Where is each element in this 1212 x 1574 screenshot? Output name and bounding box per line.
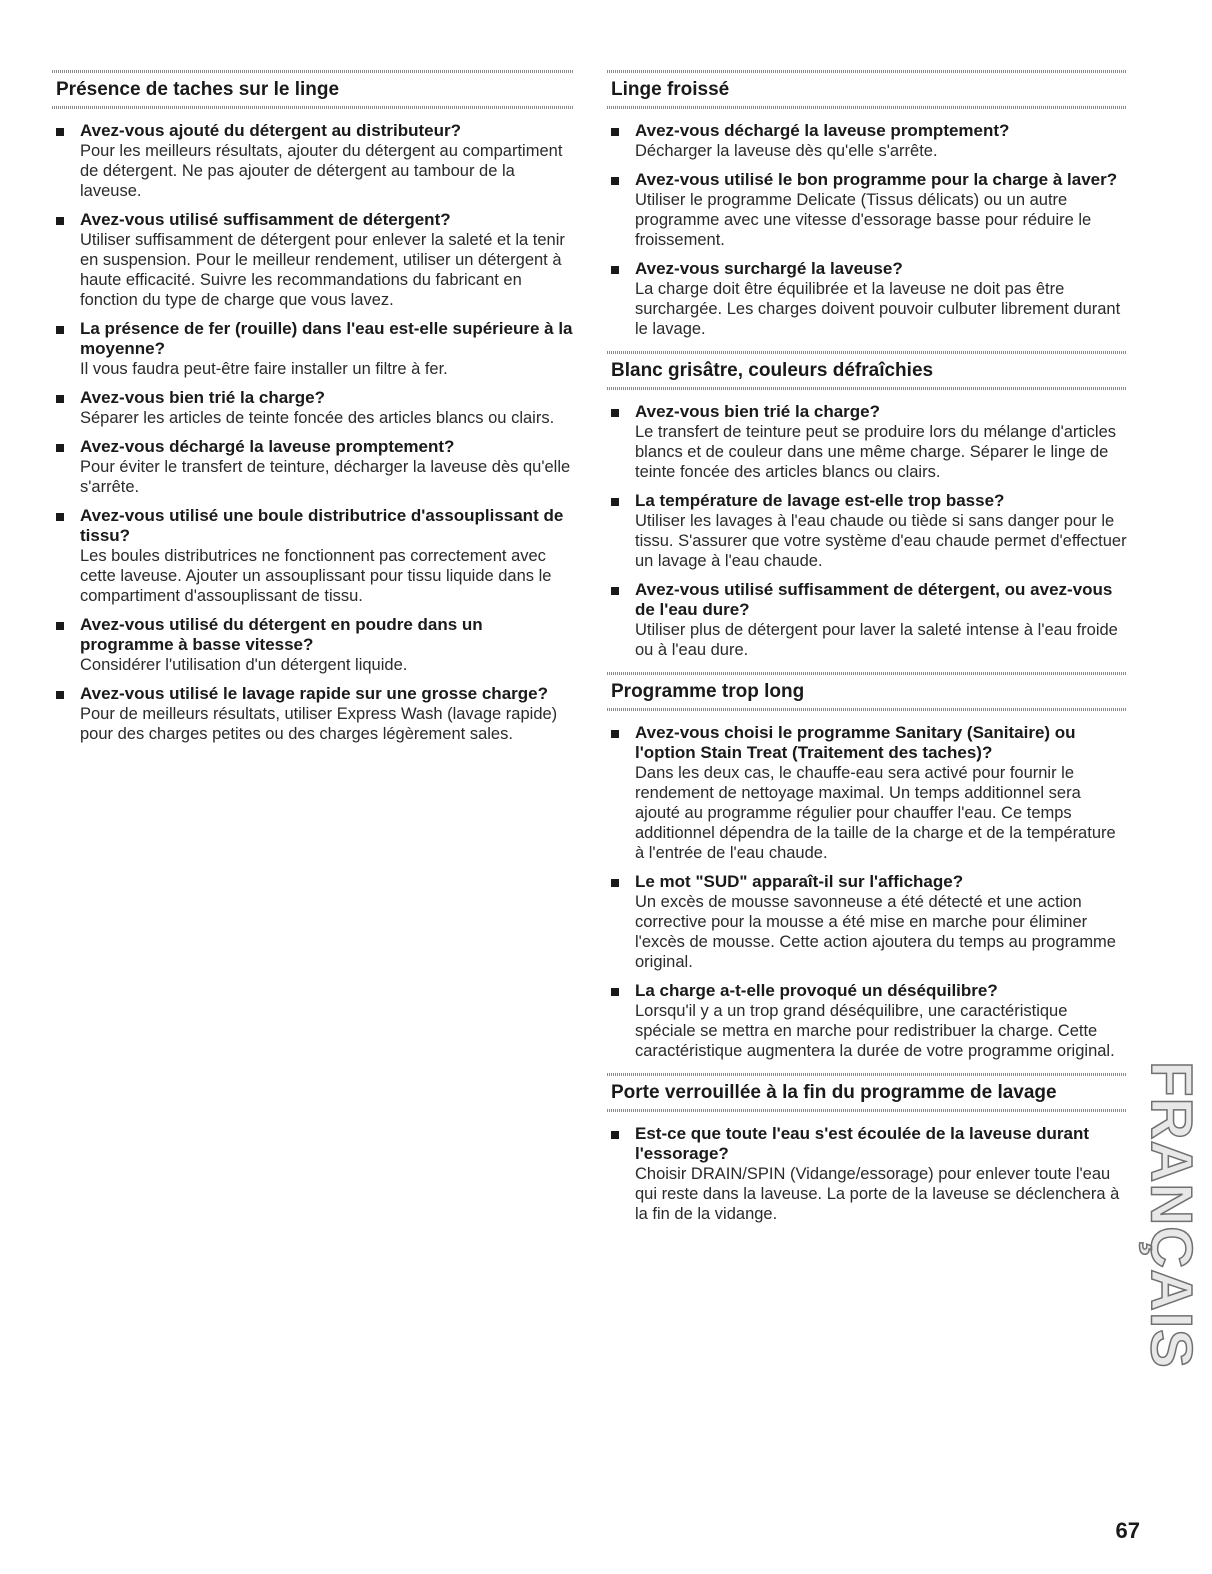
answer: Choisir DRAIN/SPIN (Vidange/essorage) pour enlever toute l'eau qui reste dans la laveuse. La porte de la laveuse se déclenchera à la fin de la vidange.	[635, 1165, 1120, 1223]
answer: Dans les deux cas, le chauffe-eau sera activé pour fournir le rendement de nettoyage maximal. Un temps additionnel sera ajouté au programme régulier pour chauffer l'eau. Ce temps additionnel dépendra de la taille de la charge et de la température à l'entrée de l'eau chaude.	[635, 764, 1116, 862]
question: Avez-vous bien trié la charge?	[635, 402, 880, 421]
question: Avez-vous déchargé la laveuse promptement?	[635, 121, 1010, 140]
square-bullet-icon	[56, 691, 64, 699]
answer: Utiliser suffisamment de détergent pour enlever la saleté et la tenir en suspension. Pour le meilleur rendement, utiliser un détergent à haute efficacité. Suivre les recommandations du fabricant en fonction du type de charge que vous lavez.	[80, 231, 565, 309]
answer: Considérer l'utilisation d'un détergent liquide.	[80, 656, 408, 674]
answer: La charge doit être équilibrée et la laveuse ne doit pas être surchargée. Les charges doivent pouvoir culbuter librement durant le lavage.	[635, 280, 1121, 338]
question: Avez-vous utilisé du détergent en poudre dans un programme à basse vitesse?	[80, 615, 483, 654]
answer: Utiliser les lavages à l'eau chaude ou tiède si sans danger pour le tissu. S'assurer que votre système d'eau chaude permet d'effectuer un lavage à l'eau chaude.	[635, 512, 1127, 570]
list-item	[52, 210, 574, 310]
language-tab-label: FRANÇAIS	[1138, 1061, 1204, 1369]
answer: Décharger la laveuse dès qu'elle s'arrête.	[635, 142, 938, 160]
square-bullet-icon	[56, 395, 64, 403]
question-list	[607, 723, 1127, 1061]
answer: Utiliser plus de détergent pour laver la saleté intense à l'eau froide ou à l'eau dure.	[635, 621, 1118, 659]
question: Avez-vous bien trié la charge?	[80, 388, 325, 407]
section-door-locked	[607, 1073, 1127, 1224]
square-bullet-icon	[611, 587, 619, 595]
square-bullet-icon	[56, 217, 64, 225]
question-list	[607, 402, 1127, 660]
question: Avez-vous utilisé le bon programme pour la charge à laver?	[635, 170, 1118, 189]
question: La présence de fer (rouille) dans l'eau est-elle supérieure à la moyenne?	[80, 319, 573, 358]
question: Avez-vous utilisé suffisamment de détergent?	[80, 210, 451, 229]
section-title: Linge froissé	[607, 70, 1127, 109]
section-dull-colors	[607, 351, 1127, 660]
question: Le mot "SUD" apparaît-il sur l'affichage?	[635, 872, 964, 891]
question: Avez-vous utilisé le lavage rapide sur une grosse charge?	[80, 684, 548, 703]
square-bullet-icon	[611, 730, 619, 738]
square-bullet-icon	[56, 444, 64, 452]
list-item	[52, 437, 574, 497]
list-item	[52, 319, 574, 379]
list-item	[52, 506, 574, 606]
answer: Il vous faudra peut-être faire installer un filtre à fer.	[80, 360, 448, 378]
answer: Pour éviter le transfert de teinture, décharger la laveuse dès qu'elle s'arrête.	[80, 458, 571, 496]
left-column	[52, 70, 574, 756]
list-item	[607, 981, 1127, 1061]
section-title: Présence de taches sur le linge	[52, 70, 574, 109]
list-item	[52, 388, 574, 428]
question: La charge a-t-elle provoqué un déséquilibre?	[635, 981, 998, 1000]
question-list	[607, 121, 1127, 339]
answer: Pour de meilleurs résultats, utiliser Express Wash (lavage rapide) pour des charges petites ou des charges légèrement sales.	[80, 705, 558, 743]
list-item	[607, 723, 1127, 863]
answer: Utiliser le programme Delicate (Tissus délicats) ou un autre programme avec une vitesse d'essorage basse pour réduire le froissement.	[635, 191, 1092, 249]
list-item	[52, 121, 574, 201]
section-title: Programme trop long	[607, 672, 1127, 711]
question: Avez-vous utilisé suffisamment de détergent, ou avez-vous de l'eau dure?	[635, 580, 1113, 619]
list-item	[607, 1124, 1127, 1224]
list-item	[52, 615, 574, 675]
list-item	[607, 121, 1127, 161]
answer: Les boules distributrices ne fonctionnent pas correctement avec cette laveuse. Ajouter un assouplissant pour tissu liquide dans le compartiment d'assouplissant de tissu.	[80, 547, 552, 605]
right-column	[607, 70, 1127, 1236]
question: Avez-vous surchargé la laveuse?	[635, 259, 903, 278]
square-bullet-icon	[56, 326, 64, 334]
question: Avez-vous déchargé la laveuse promptement?	[80, 437, 455, 456]
question: La température de lavage est-elle trop basse?	[635, 491, 1005, 510]
section-wrinkled-laundry	[607, 70, 1127, 339]
question: Avez-vous utilisé une boule distributrice d'assouplissant de tissu?	[80, 506, 564, 545]
language-side-tab	[1138, 1061, 1204, 1369]
answer: Séparer les articles de teinte foncée des articles blancs ou clairs.	[80, 409, 555, 427]
section-stains	[52, 70, 574, 744]
square-bullet-icon	[611, 498, 619, 506]
question-list	[52, 121, 574, 744]
square-bullet-icon	[611, 409, 619, 417]
list-item	[607, 259, 1127, 339]
list-item	[607, 170, 1127, 250]
square-bullet-icon	[56, 128, 64, 136]
square-bullet-icon	[611, 1131, 619, 1139]
question: Avez-vous ajouté du détergent au distributeur?	[80, 121, 461, 140]
list-item	[607, 402, 1127, 482]
square-bullet-icon	[56, 622, 64, 630]
question: Est-ce que toute l'eau s'est écoulée de la laveuse durant l'essorage?	[635, 1124, 1090, 1163]
question: Avez-vous choisi le programme Sanitary (Sanitaire) ou l'option Stain Treat (Traitement des taches)?	[635, 723, 1076, 762]
page-number: 67	[1115, 1518, 1140, 1543]
square-bullet-icon	[611, 177, 619, 185]
list-item	[52, 684, 574, 744]
section-cycle-too-long	[607, 672, 1127, 1061]
section-title: Porte verrouillée à la fin du programme de lavage	[607, 1073, 1127, 1112]
square-bullet-icon	[56, 513, 64, 521]
section-title: Blanc grisâtre, couleurs défraîchies	[607, 351, 1127, 390]
question-list	[607, 1124, 1127, 1224]
square-bullet-icon	[611, 988, 619, 996]
list-item	[607, 872, 1127, 972]
answer: Pour les meilleurs résultats, ajouter du détergent au compartiment de détergent. Ne pas ajouter de détergent au tambour de la laveuse.	[80, 142, 563, 200]
answer: Lorsqu'il y a un trop grand déséquilibre, une caractéristique spéciale se mettra en marche pour redistribuer la charge. Cette caractéristique augmentera la durée de votre programme original.	[635, 1002, 1115, 1060]
square-bullet-icon	[611, 266, 619, 274]
answer: Le transfert de teinture peut se produire lors du mélange d'articles blancs et de couleur dans une même charge. Séparer le linge de teinte foncée des articles blancs ou clairs.	[635, 423, 1117, 481]
list-item	[607, 580, 1127, 660]
square-bullet-icon	[611, 879, 619, 887]
answer: Un excès de mousse savonneuse a été détecté et une action corrective pour la mousse a été mise en marche pour éliminer l'excès de mousse. Cette action ajoutera du temps au programme original.	[635, 893, 1116, 971]
list-item	[607, 491, 1127, 571]
square-bullet-icon	[611, 128, 619, 136]
